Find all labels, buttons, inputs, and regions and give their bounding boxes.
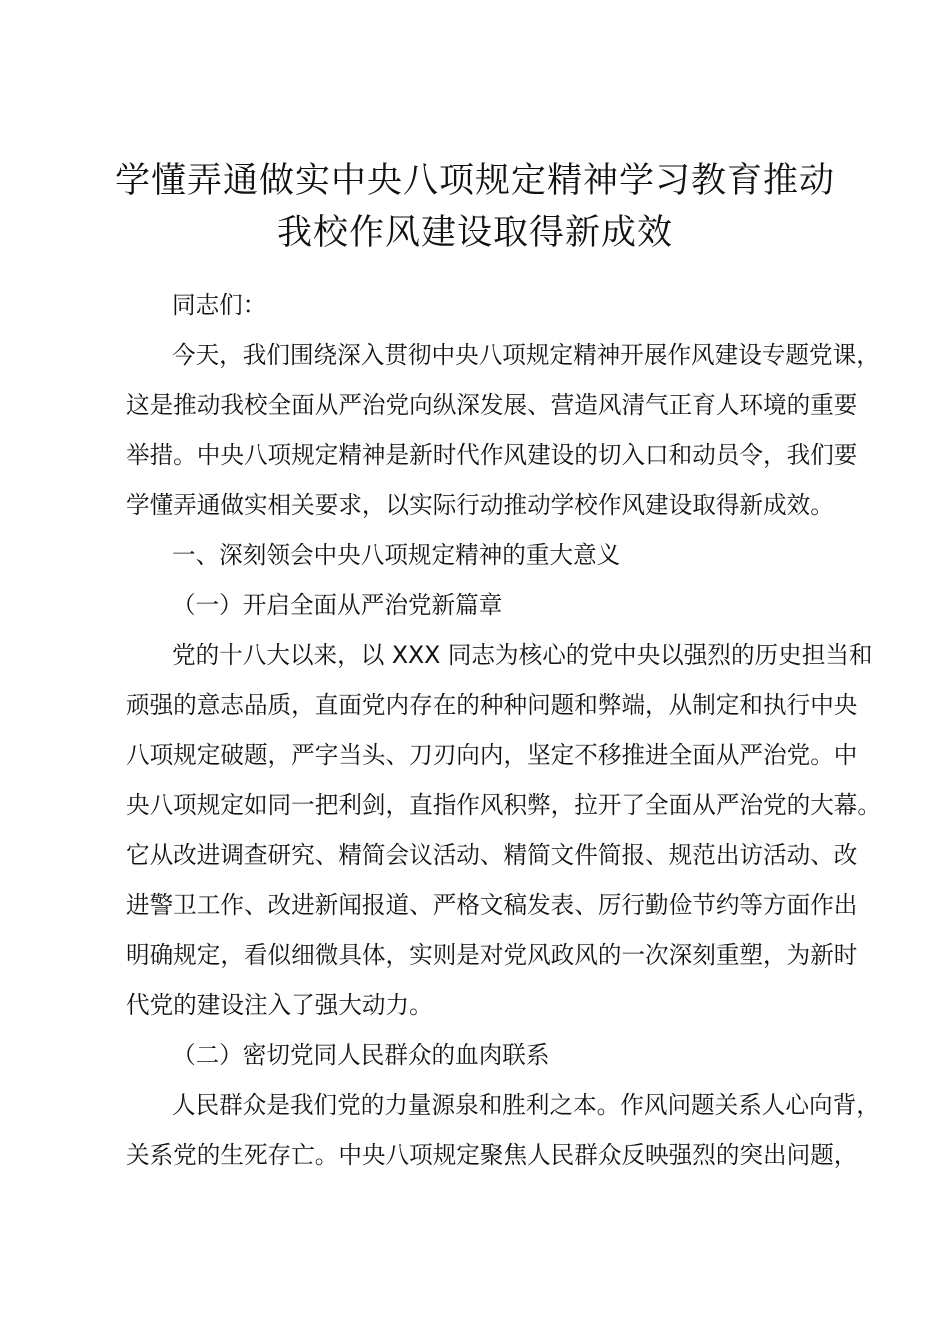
- intro-line-2: 这是推动我校全面从严治党向纵深发展、营造风清气正育人环境的重要: [126, 391, 858, 419]
- subsection-1-line-1: 党的十八大以来，以 XXX 同志为核心的党中央以强烈的历史担当和: [172, 641, 873, 669]
- subsection-1-line-8: 代党的建设注入了强大动力。: [126, 991, 433, 1019]
- intro-line-3: 举措。中央八项规定精神是新时代作风建设的切入口和动员令，我们要: [126, 441, 858, 469]
- subsection-1-heading: （一）开启全面从严治党新篇章: [172, 591, 503, 619]
- intro-line-1: 今天，我们围绕深入贯彻中央八项规定精神开展作风建设专题党课，: [172, 341, 880, 369]
- subsection-1-line-7: 明确规定，看似细微具体，实则是对党风政风的一次深刻重塑，为新时: [126, 941, 858, 969]
- subsection-1-line-4: 央八项规定如同一把利剑，直指作风积弊，拉开了全面从严治党的大幕。: [126, 791, 881, 819]
- subsection-2-line-1: 人民群众是我们党的力量源泉和胜利之本。作风问题关系人心向背，: [172, 1091, 880, 1119]
- intro-line-4: 学懂弄通做实相关要求，以实际行动推动学校作风建设取得新成效。: [126, 491, 834, 519]
- subsection-1-line-6: 进警卫工作、改进新闻报道、严格文稿发表、厉行勤俭节约等方面作出: [126, 891, 858, 919]
- document-title-line-1: 学懂弄通做实中央八项规定精神学习教育推动: [114, 161, 835, 201]
- salutation: 同志们：: [172, 291, 267, 319]
- section-1-heading: 一、深刻领会中央八项规定精神的重大意义: [172, 541, 621, 569]
- subsection-2-line-2: 关系党的生死存亡。中央八项规定聚焦人民群众反映强烈的突出问题，: [126, 1141, 858, 1169]
- subsection-2-heading: （二）密切党同人民群众的血肉联系: [172, 1041, 550, 1069]
- document-title-line-2: 我校作风建设取得新成效: [276, 213, 673, 253]
- subsection-1-line-2: 顽强的意志品质，直面党内存在的种种问题和弊端，从制定和执行中央: [126, 691, 858, 719]
- subsection-1-line-3: 八项规定破题，严字当头、刀刃向内，坚定不移推进全面从严治党。中: [126, 741, 858, 769]
- subsection-1-line-5: 它从改进调查研究、精简会议活动、精简文件简报、规范出访活动、改: [126, 841, 858, 869]
